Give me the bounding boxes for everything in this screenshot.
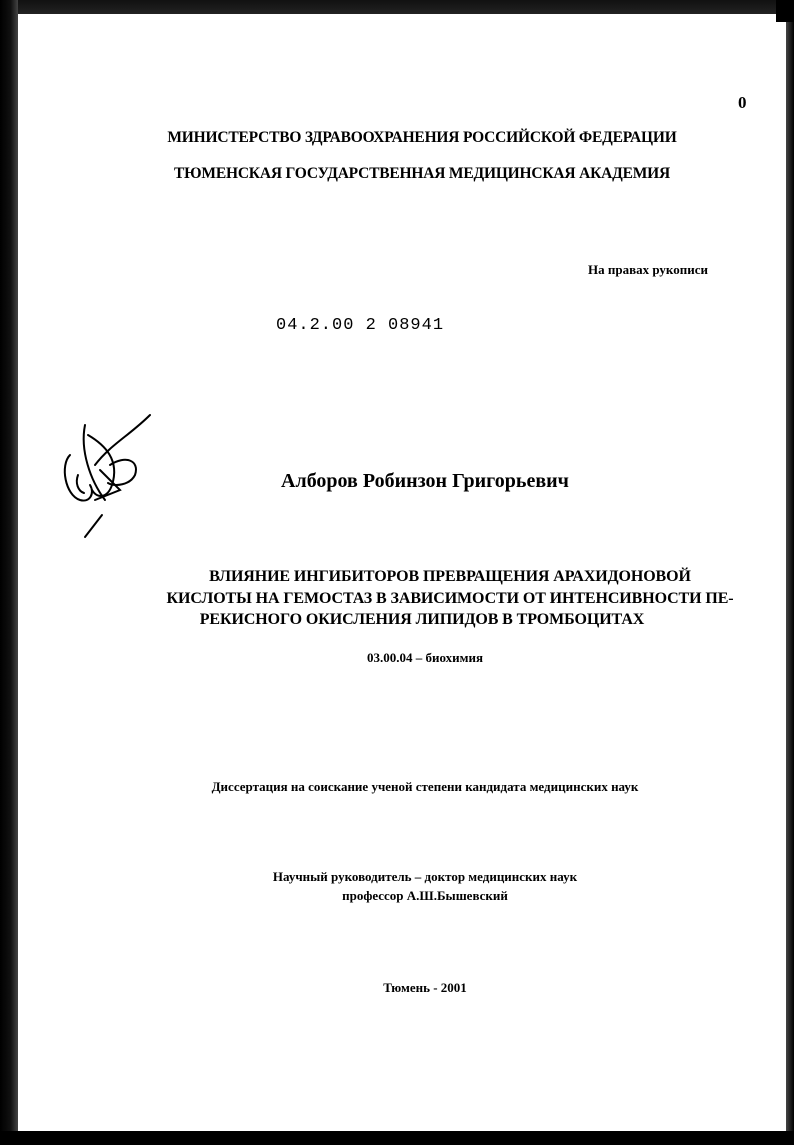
academy-heading: ТЮМЕНСКАЯ ГОСУДАРСТВЕННАЯ МЕДИЦИНСКАЯ АКАДЕМИЯ [174, 165, 670, 182]
degree-statement: Диссертация на соискание ученой степени кандидата медицинских наук [211, 779, 639, 794]
scan-border-top [0, 0, 794, 14]
page-number: 0 [738, 93, 747, 112]
city-year: Тюмень - 2001 [383, 980, 467, 995]
specialty-code: 03.00.04 – биохимия [366, 650, 484, 665]
manuscript-note: На правах рукописи [588, 262, 708, 277]
supervisor-name: профессор А.Ш.Бышевский [342, 888, 508, 903]
scan-corner [776, 0, 794, 22]
dissertation-title-line: КИСЛОТЫ НА ГЕМОСТАЗ В ЗАВИСИМОСТИ ОТ ИНТЕНСИВНОСТИ ПЕ- [166, 590, 734, 607]
dissertation-title-line: ВЛИЯНИЕ ИНГИБИТОРОВ ПРЕВРАЩЕНИЯ АРАХИДОНОВОЙ [209, 568, 691, 585]
supervisor-title: Научный руководитель – доктор медицинских наук [272, 869, 578, 884]
scan-border-bottom [0, 1131, 794, 1145]
author-name: Алборов Робинзон Григорьевич [281, 470, 569, 492]
ministry-heading: МИНИСТЕРСТВО ЗДРАВООХРАНЕНИЯ РОССИЙСКОЙ ФЕДЕРАЦИИ [167, 129, 677, 146]
dissertation-title-line: РЕКИСНОГО ОКИСЛЕНИЯ ЛИПИДОВ В ТРОМБОЦИТАХ [199, 611, 645, 628]
registration-number: 04.2.00 2 08941 [276, 316, 445, 335]
